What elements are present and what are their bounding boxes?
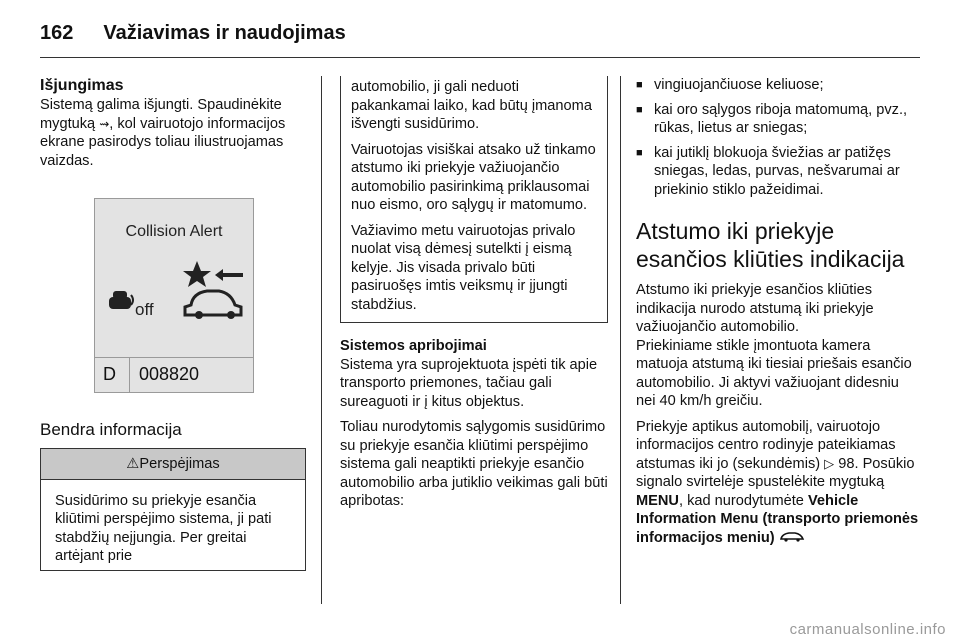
text: Priekyje aptikus automobilį, vairuotojo informacijos centro rodinyje pateikiamas atstumas iki jo (sekundėmis) [636,418,896,472]
chapter-title: Važiavimas ir naudojimas [103,21,346,44]
page-reference: 98 [838,455,855,472]
paragraph: Priekiniame stikle įmontuota kamera matuoja atstumą iki tiesiai priešais esančio automobilio. Ji aktyvi važiuojant didesniu nei 40 km/h greičiu. [636,337,912,409]
menu-button-label: MENU [636,492,679,509]
column-divider [321,76,322,604]
paragraph: Atstumo iki priekyje esančios kliūties indikacija nurodo atstumą iki priekyje važiuojančio automobilio. [636,282,874,335]
section-heading: Sistemos apribojimai [340,338,487,354]
car-outline-icon [779,530,805,546]
warning-header [41,449,305,480]
paragraph: Važiavimo metu vairuotojas privalo nuolat visą dėmesį sutelkti į eismą kelyje. Jis visada privalo būti pasiruošęs imtis veiksmų ir įjungti stabdžius. [351,222,576,313]
display-title: Collision Alert [125,223,223,240]
header-rule [40,57,920,58]
list-item: ■ kai jutiklį blokuoja šviežias ar patižęs sniegas, ledas, purvas, nešvarumai ar priekinio stiklo pažeidimai. [636,144,922,200]
paragraph: Vairuotojas visiškai atsako už tinkamo atstumo iki priekyje važiuojančio automobilio pasirinkimą priklausomai nuo eismo, oro sąlygų ir matomumo. [351,141,596,213]
text: . Posūkio signalo svirtelėje spustelėkite mygtuką [636,455,915,490]
warning-box-continued [340,76,608,323]
column-divider [620,76,621,604]
off-label: off [135,300,154,319]
collision-button-icon: ⇝ [99,116,110,131]
paragraph [636,418,922,548]
page-header [40,10,920,56]
list-item: ■ vingiuojančiuose keliuose; [636,76,922,95]
menu-name: Vehicle Information Menu (transporto priemonės informacijos meniu) [636,492,919,546]
page-number: 162 [40,21,74,44]
driver-info-display-illustration [42,188,304,402]
paragraph [40,96,306,170]
paragraph: automobilio, ji gali neduoti pakankamai laiko, kad būtų įmanoma išvengti susidūrimo. [351,79,592,132]
text: , kol vairuotojo informacijos ekrane pasirodys toliau iliustruojamas vaizdas. [40,115,286,169]
column-3 [636,76,922,554]
text: , kad nurodytumėte [678,492,808,509]
lcd-screen [94,198,254,393]
section-heading: Išjungimas [40,77,124,94]
gear-indicator: D [103,364,116,384]
lcd-divider [95,357,253,358]
page-reference-icon: ▷ [824,455,835,471]
warning-box [40,448,306,571]
warning-triangle-icon: ⚠ [126,456,140,472]
paragraph: Sistema yra suprojektuota įspėti tik apie transporto priemones, tačiau gali sureaguoti ir į kitus objektus. [340,356,598,410]
paragraph: Toliau nurodytomis sąlygomis susidūrimo su priekyje esančia kliūtimi perspėjimo sistema gali neaptikti priekyje esančio automobilio arba jutiklio veikimas gali būti apribotas: [340,419,608,509]
lcd-divider [129,357,130,392]
section-heading: Bendra informacija [40,420,182,439]
limitations-list [636,76,922,199]
list-item: ■ kai oro sąlygos riboja matomumą, pvz., rūkas, lietus ar sniegas; [636,101,922,138]
column-2 [340,76,608,518]
text: Sistemą galima išjungti. Spaudinėkite mygtuką [40,97,282,132]
column-1 [40,76,306,571]
warning-text: Susidūrimo su priekyje esančia kliūtimi perspėjimo sistema, ji pati stabdžių neįjungia. Per greitai artėjant prie [55,492,272,564]
collision-alert-icons [107,259,247,323]
odometer: 008820 [139,364,200,384]
warning-title: Perspėjimas [139,456,220,472]
section-heading: Atstumo iki priekyje esančios kliūties indikacija [636,218,905,272]
watermark: carmanualsonline.info [789,621,946,638]
car-front-icon [107,259,247,323]
